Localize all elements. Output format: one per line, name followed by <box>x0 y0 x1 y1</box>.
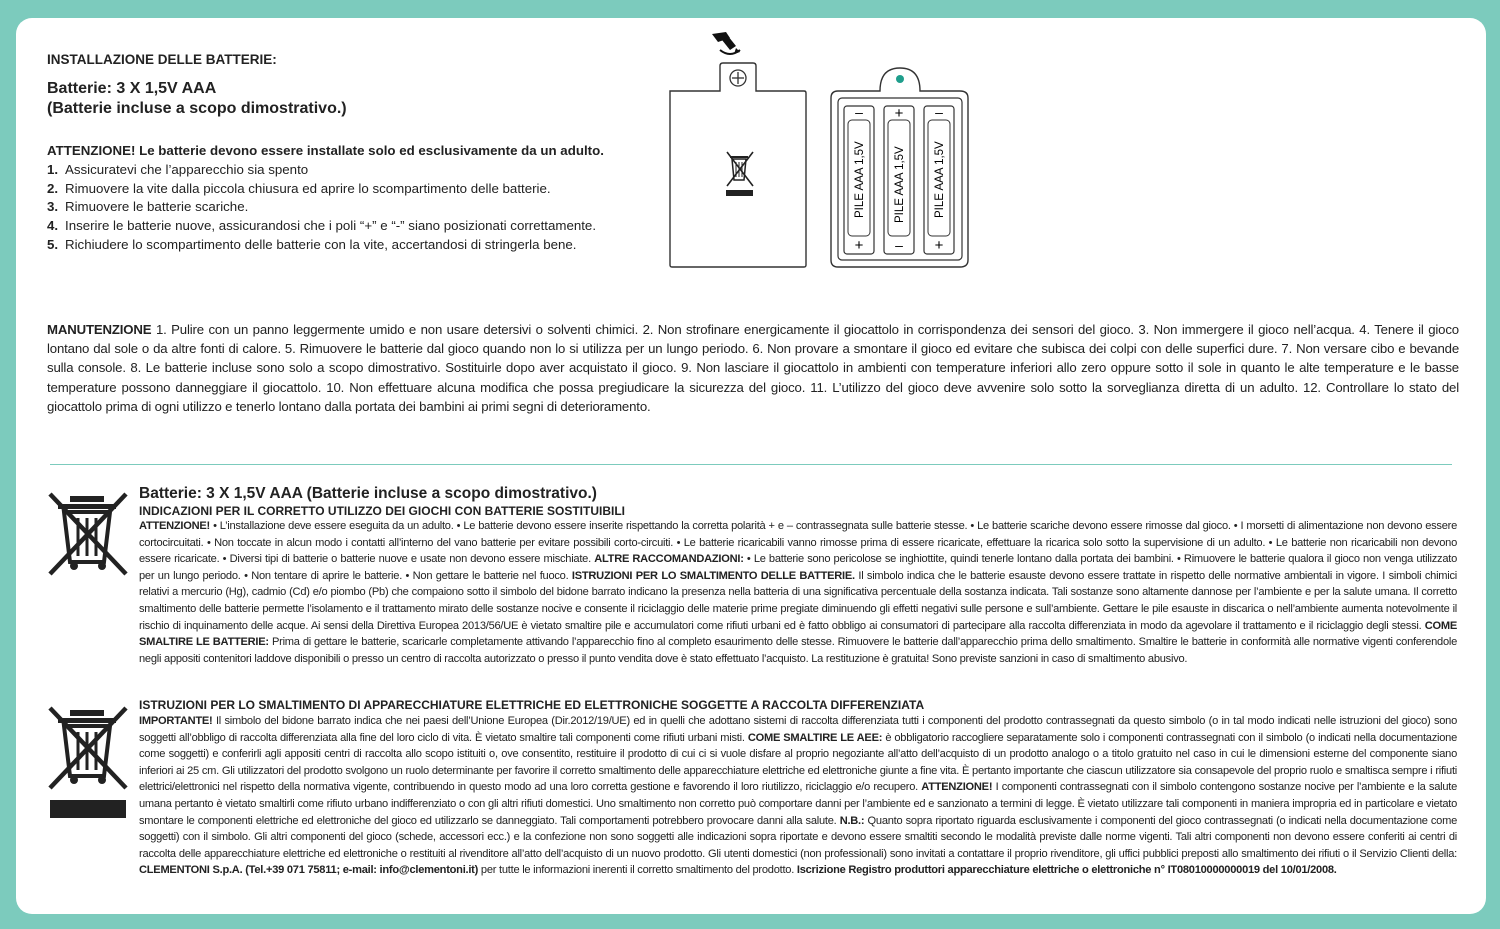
install-steps <box>47 161 607 255</box>
install-step <box>47 236 607 255</box>
battery-spec-line1: Batterie: 3 X 1,5V AAA <box>47 80 217 97</box>
body-text: Quanto sopra riportato riguarda esclusivamente i componenti del gioco contrassegnati (o indicati nella documentazione come soggetti) con il simbolo. Gli altri componenti del gioco (schede, accessori ecc.) e la confezione non sono soggetti alle indicazioni sopra riportate e devono essere smaltiti secondo le modalità previste dalle norme vigenti. Tali altri componenti non devono essere conferiti ai centri di raccolta delle apparecchiature elettriche ed elettroniche o restituiti al rivenditore all’atto dell’acquisto di un nuovo prodotto. Gli utenti domestici (non professionali) sono invitati a contattare il proprio rivenditore, gli uffici pubblici preposti allo smaltimento dei rifiuti o il Servizio Clienti della: <box>139 814 1458 860</box>
weee-body <box>139 713 1457 879</box>
battery-safety-section <box>139 484 1457 667</box>
registry-number: Iscrizione Registro produttori apparecchiature elettriche o elettroniche n° IT08010000000019 del 10/01/2008. <box>796 864 1337 877</box>
battery-plus: + <box>854 237 864 254</box>
body-text: per tutte le informazioni inerenti il corretto smaltimento del prodotto. <box>478 864 797 877</box>
install-instructions <box>47 142 607 255</box>
attention-label: ATTENZIONE! <box>139 520 210 532</box>
step-text: Rimuovere le batterie scariche. <box>65 199 249 215</box>
battery-cover <box>670 63 806 267</box>
attention-text: Le batterie devono essere installate solo ed esclusivamente da un adulto. <box>135 143 604 158</box>
attention-label: ATTENZIONE! <box>47 143 136 158</box>
step-text: Assicuratevi che l’apparecchio sia spento <box>65 161 309 177</box>
maintenance-text: 1. Pulire con un panno leggermente umido e non usare detersivi o solventi chimici. 2. Non strofinare energicamente il giocattolo in corrispondenza dei sensori del gioco. 3. Non immergere il gioco nell’acqua. 4. Tenere il gioco lontano dal sole o da altre fonti di calore. 5. Rimuovere le batterie dal gioco quando non lo si utilizza per un lungo periodo. 6. Non provare a smontare il gioco ed evitare che subisca dei colpi con delle superfici dure. 7. Non versare cibo e bevande sulla console. 8. Le batterie incluse sono solo a scopo dimostrativo. Sostituirle dopo aver acquistato il gioco. 9. Non lasciare il giocattolo in ambienti con temperature inferiori allo zero oppure sotto il sole in quanto le alte temperature e le basse temperature possono danneggiare il giocattolo. 10. Non effettuare alcuna modifica che possa pregiudicare la sicurezza del gioco. 11. L’utilizzo del gioco deve avvenire solo sotto la sorveglianza diretta di un adulto. 12. Controllare lo stato del giocattolo prima di ogni utilizzo e tenerlo lontano dalla portata dei bambini ai primi segni di deterioramento. <box>47 322 1459 414</box>
battery-cell-1 <box>844 104 874 254</box>
battery-section-subtitle: INDICAZIONI PER IL CORRETTO UTILIZZO DEI GIOCHI CON BATTERIE SOSTITUIBILI <box>139 504 626 518</box>
step-number: 1. <box>47 161 59 177</box>
crossed-bin-with-bar-icon <box>48 704 128 820</box>
battery-minus: – <box>935 104 943 120</box>
body-text: è obbligatorio raccogliere separatamente solo i componenti contrassegnati con il simbolo (o indicati nella documentazione come soggetti) e conferirli agli appositi centri di raccolta allo scopo istituiti o, ove consentito, restituire il prodotto di cui ci si vuole disfare al proprio negoziante all’atto dell’acquisto di un prodotto analogo o a titolo gratuito nel caso in cui le dimensioni esterne del componente siano inferiori ai 25 cm. Gli utilizzatori del prodotto svolgono un ruolo determinante per favorire il corretto smaltimento delle apparecchiature elettriche ed elettroniche giunte a fine vita. È pertanto importante che ciascun utilizzatore sia consapevole del proprio ruolo e smaltisca sempre i rifiuti elettrici/elettronici nel rispetto della normativa vigente, contribuendo in questo modo ad una loro corretta gestione e favorendo il loro riutilizzo, riciclaggio e/o recupero. <box>139 731 1457 794</box>
step-text: Inserire le batterie nuove, assicurandosi che i poli “+” e “-” siano posizionati correttamente. <box>65 218 597 234</box>
battery-label: PILE AAA 1,5V <box>854 141 866 218</box>
battery-label: PILE AAA 1,5V <box>894 146 906 223</box>
maintenance-paragraph <box>47 320 1459 416</box>
more-recommendations-label: ALTRE RACCOMANDAZIONI: <box>594 553 744 566</box>
battery-minus: – <box>895 237 903 253</box>
install-step <box>47 217 607 236</box>
nb-label: N.B.: <box>839 814 865 827</box>
battery-spec-line2: (Batterie incluse a scopo dimostrativo.) <box>47 100 347 117</box>
body-text: I componenti contrassegnati con il simbolo contengono sostanze nocive per l’ambiente e la salute umana pertanto è vietato smaltirli come rifiuto urbano indifferenziato o con gli altri rifiuti domestici. Uno smaltimento non corretto può comportare danni per l’ambiente ed e sanzionato a termini di legge. È vietato utilizzare tali componenti in maniera impropria ed in particolare e vietato smontare le componenti elettriche ed elettroniche del gioco ed utilizzarlo se danneggiato. Tali comportamenti potrebbero provocare danni alla salute. <box>139 781 1458 827</box>
attention-label: ATTENZIONE! <box>921 781 993 794</box>
step-text: Rimuovere la vite dalla piccola chiusura ed aprire lo scompartimento delle batterie. <box>65 180 551 196</box>
install-step <box>47 161 607 180</box>
battery-plus: + <box>894 105 904 122</box>
important-label: IMPORTANTE! <box>139 715 213 727</box>
how-to-dispose-label: COME SMALTIRE LE BATTERIE: <box>139 619 1457 649</box>
body-text: Il simbolo indica che le batterie esauste devono essere trattate in rispetto delle normative ambientali in vigore. I simboli chimici relativi a mercurio (Hg), cadmio (Cd) e/o piombo (Pb) che compaiono sotto il simbolo del bidone barrato indicano la presenza nella batteria di una significativa percentuale della sostanza indicata. Tali sostanze sono altamente dannose per l’ambiente e per la salute umana. Il corretto smaltimento delle batterie permette l’isolamento e il trattamento mirato delle sostanze nocive e consente il riciclaggio delle materie prime pregiate diminuendo gli effetti negativi sulle persone e sull’ambiente. Gettare le pile esauste in discarica o nell’ambiente aumenta notevolmente il rischio di inquinamento delle acque. Ai sensi della Direttiva Europea 2013/56/UE è vietato smaltire pile e accumulatori come rifiuti urbani ed è fatto obbligo ai consumatori di partecipare alla raccolta differenziata in modo da agevolare il trattamento e il riciclaggio degli stessi. <box>139 569 1458 632</box>
battery-compartment-diagram <box>660 28 980 273</box>
step-text: Richiudere lo scompartimento delle batterie con la vite, accertandosi di stringerla bene. <box>65 236 577 252</box>
step-number: 3. <box>47 199 59 215</box>
step-number: 5. <box>47 236 59 252</box>
step-number: 2. <box>47 180 59 196</box>
led-indicator <box>896 75 904 83</box>
how-to-dispose-aee-label: COME SMALTIRE LE AEE: <box>747 731 883 744</box>
weee-heading: ISTRUZIONI PER LO SMALTIMENTO DI APPARECCHIATURE ELETTRICHE ED ELETTRONICHE SOGGETTE A RACCOLTA DIFFERENZIATA <box>139 698 925 712</box>
weee-disposal-section <box>139 698 1457 879</box>
section-divider <box>50 464 1452 465</box>
step-number: 4. <box>47 218 59 234</box>
clementoni-contact: CLEMENTONI S.p.A. (Tel.+39 071 75811; e-mail: info@clementoni.it) <box>139 864 479 877</box>
battery-label: PILE AAA 1,5V <box>934 141 946 218</box>
battery-cell-2 <box>884 105 914 254</box>
body-text: • Le batterie sono pericolose se inghiottite, quindi tenerle lontano dalla portata dei bambini. • Rimuovere le batterie qualora il gioco non venga utilizzato per un lungo periodo. • Non tentare di aprire le batterie. • Non gettare le batterie nel fuoco. <box>139 553 1457 582</box>
install-attention <box>47 142 607 161</box>
screwdriver-icon <box>712 32 740 54</box>
body-text: Prima di gettare le batterie, scaricarle completamente attivando l’apparecchio fino al completo esaurimento delle stesse. Rimuovere le batterie dall’apparecchio prima dello smaltimento. Smaltire le batterie in conformità alle normative vigenti conferendole negli appositi contenitori laddove disponibili o presso un centro di raccolta autorizzato o presso il punto vendita dove è stato effettuato l’acquisto. La restituzione è gratuita! Sono previste sanzioni in caso di smaltimento abusivo. <box>139 636 1457 665</box>
install-step <box>47 198 607 217</box>
battery-spec <box>47 79 347 119</box>
battery-section-body <box>139 518 1457 667</box>
battery-plus: + <box>934 237 944 254</box>
battery-minus: – <box>855 104 863 120</box>
install-heading: INSTALLAZIONE DELLE BATTERIE: <box>47 52 277 67</box>
battery-tray <box>831 68 968 267</box>
battery-section-title: Batterie: 3 X 1,5V AAA (Batterie incluse a scopo dimostrativo.) <box>139 485 597 502</box>
body-text: Il simbolo del bidone barrato indica che nei paesi dell’Unione Europea (Dir.2012/19/UE) ed in quelli che adottano sistemi di raccolta differenziata tutti i componenti del prodotto contrassegnati da questo simbolo (o in tal modo indicati nelle istruzioni del gioco) sono soggetti all’obbligo di raccolta differenziata alla fine del loro ciclo di vita. È vietato smaltire tali componenti come rifiuti urbani misti. <box>139 715 1457 744</box>
battery-disposal-label: ISTRUZIONI PER LO SMALTIMENTO DELLE BATTERIE. <box>571 569 855 582</box>
crossed-bin-icon <box>48 490 128 576</box>
install-step <box>47 180 607 199</box>
body-text: • L’installazione deve essere eseguita da un adulto. • Le batterie devono essere inserite rispettando la corretta polarità + e – contrassegnata sulle batterie stesse. • Le batterie scariche devono essere rimosse dal gioco. • I morsetti di alimentazione non devono essere cortocircuitati. • Non toccate in alcun modo i contatti all’interno del vano batterie per evitare possibili corto-circuiti. • Le batterie ricaricabili vanno rimosse prima di essere ricaricate, effettuare la ricarica solo sotto la supervisione di un adulto. • Le batterie non ricaricabili non devono essere ricaricate. • Diversi tipi di batterie o batterie nuove e usate non devono essere mischiate. <box>139 520 1457 566</box>
battery-cell-3 <box>924 104 954 254</box>
maintenance-label: MANUTENZIONE <box>47 322 152 337</box>
